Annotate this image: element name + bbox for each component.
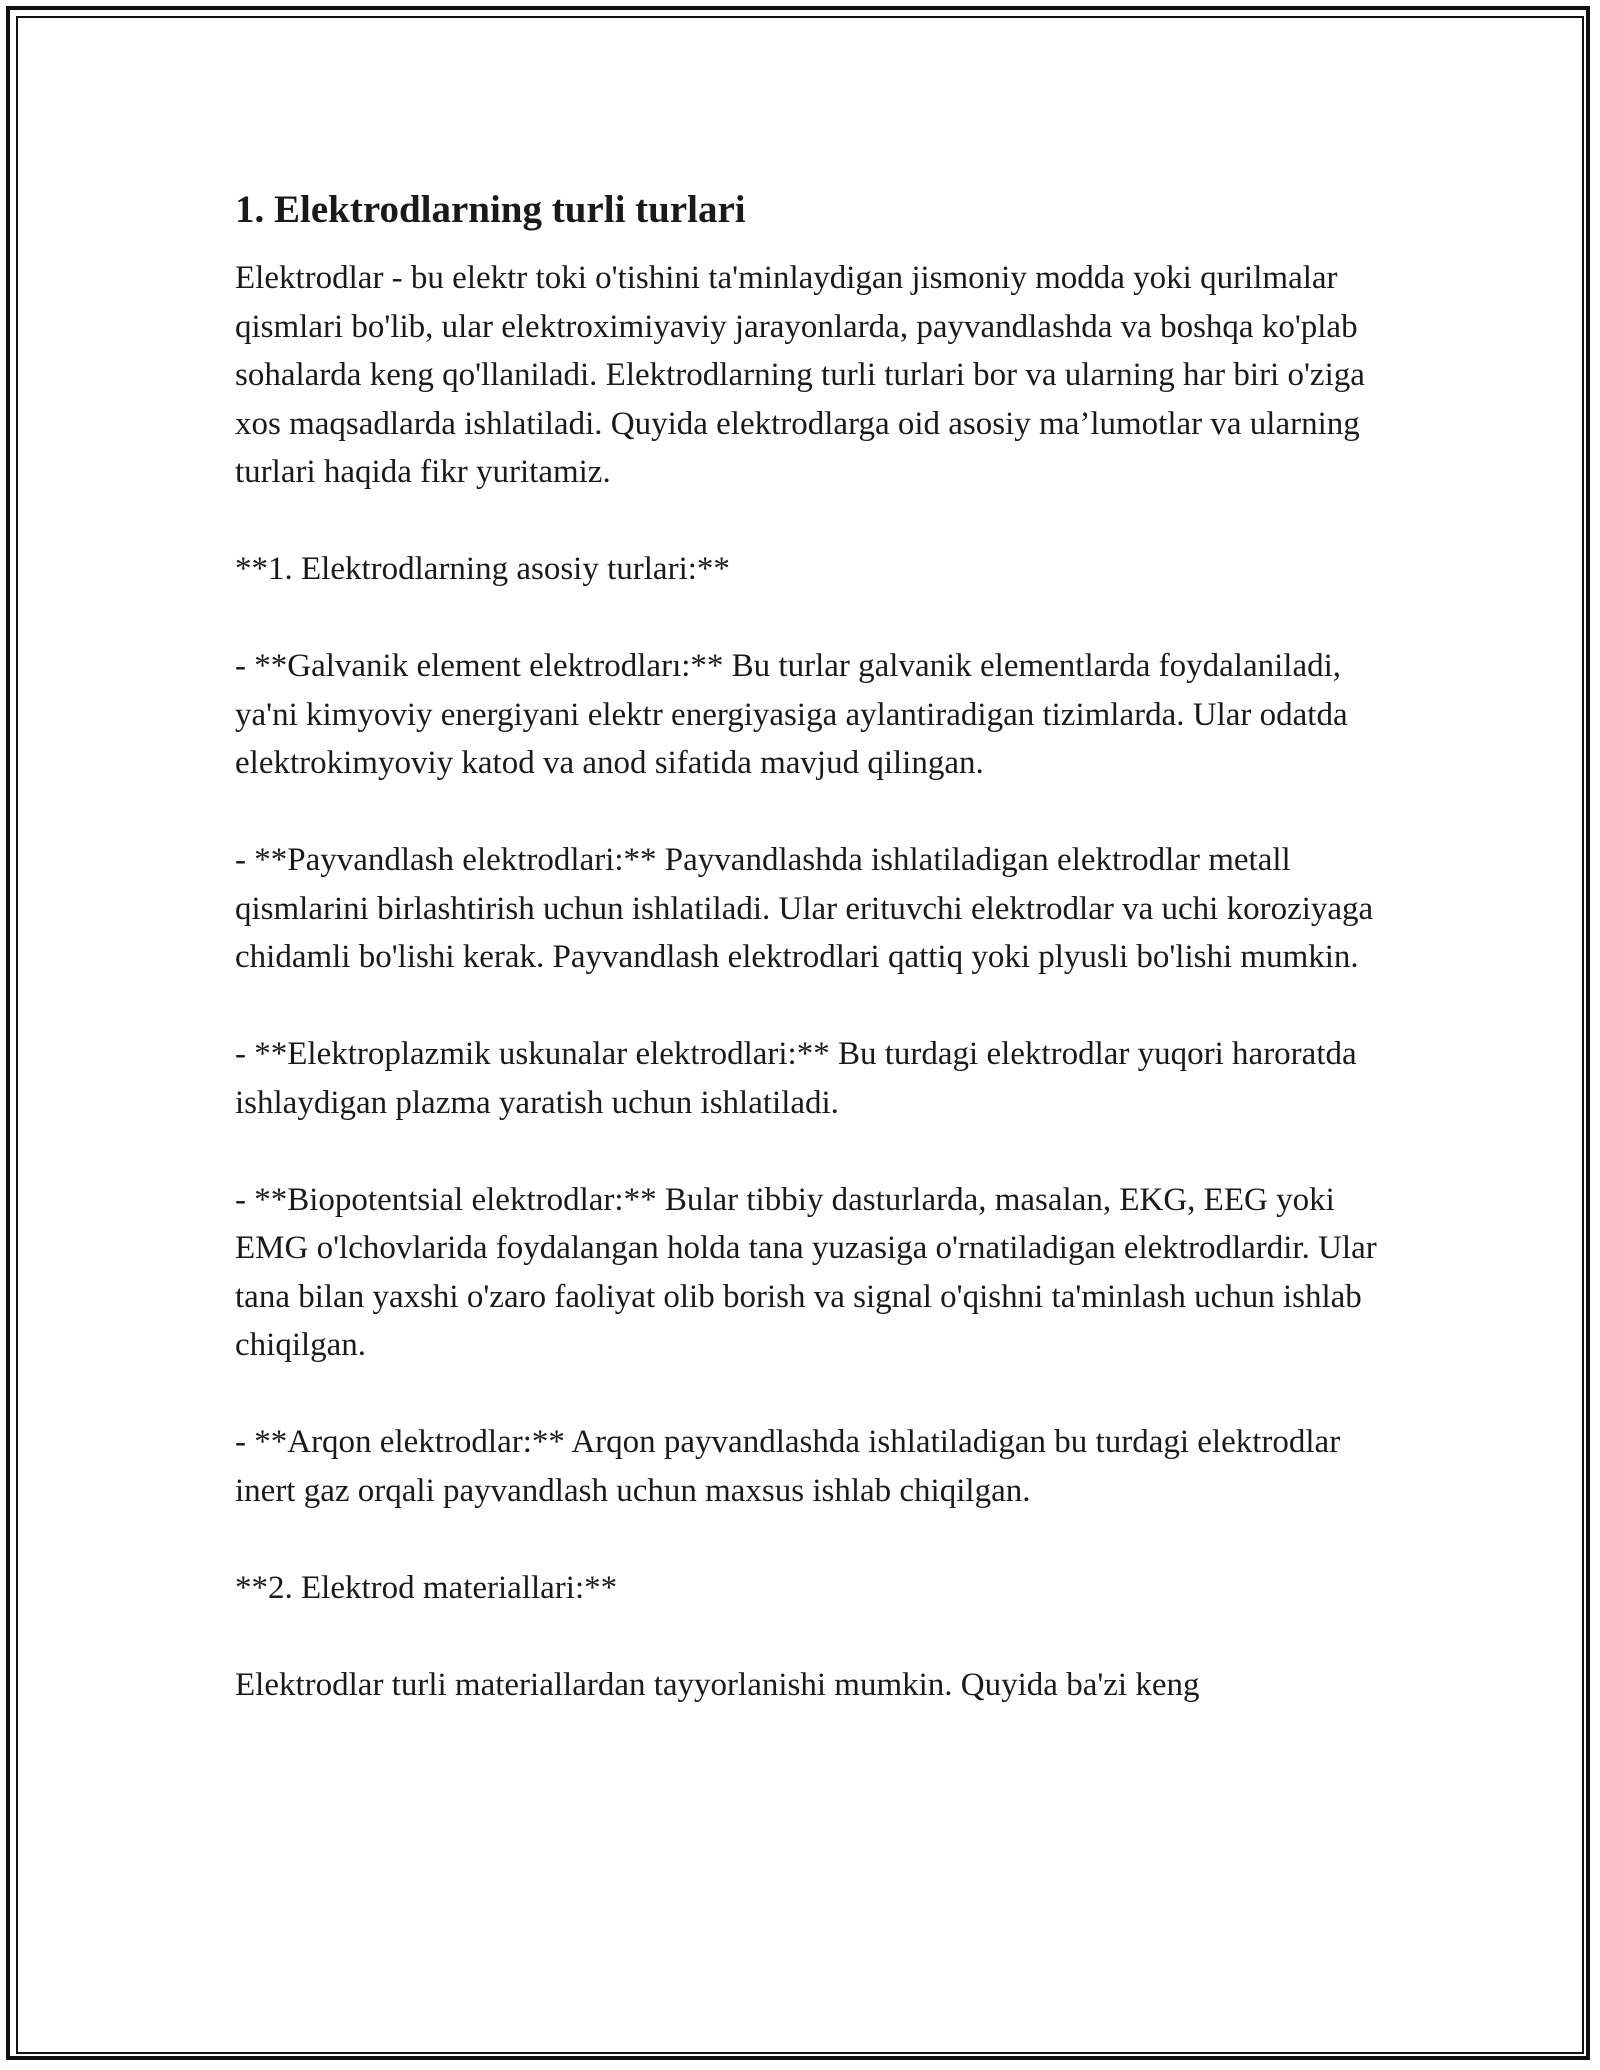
list-item-galvanic: - **Galvanik element elektrodları:** Bu turlar galvanik elementlarda foydalaniladi, ya'ni kimyoviy energiyani elektr energiyasiga aylantiradigan tizimlarda. Ular odatda elektrokimyoviy katod va anod sifatida mavjud qilingan. [235,648,1348,781]
subheading-main-types: **1. Elektrodlarning asosiy turlari:** [235,551,730,587]
list-item-welding: - **Payvandlash elektrodlari:** Payvandlashda ishlatiladigan elektrodlar metall qismlarini birlashtirish uchun ishlatiladi. Ular erituvchi elektrodlar va uchi koroziyaga chidamli bo'lishi kerak. Payvandlash elektrodlari qattiq yoki plyusli bo'lishi mumkin. [235,842,1374,975]
list-item-arc: - **Arqon elektrodlar:** Arqon payvandlashda ishlatiladigan bu turdagi elektrodlar inert gaz orqali payvandlash uchun maxsus ishlab chiqilgan. [235,1424,1341,1509]
document-body [235,186,1385,1709]
materials-paragraph: Elektrodlar turli materiallardan tayyorlanishi mumkin. Quyida ba'zi keng [235,1666,1200,1703]
intro-paragraph: Elektrodlar - bu elektr toki o'tishini ta'minlaydigan jismoniy modda yoki qurilmalar qismlari bo'lib, ular elektroximiyaviy jarayonlarda, payvandlashda va boshqa ko'plab sohalarda keng qo'llaniladi. Elektrodlarning turli turlari bor va ularning har biri o'ziga xos maqsadlarda ishlatiladi. Quyida elektrodlarga oid asosiy ma’lumotlar va ularning turlari haqida fikr yuritamiz. [235,260,1365,490]
section-heading: 1. Elektrodlarning turli turlari [235,188,746,231]
subheading-materials: **2. Elektrod materiallari:** [235,1569,618,1606]
list-item-electroplasma: - **Elektroplazmik uskunalar elektrodlari:** Bu turdagi elektrodlar yuqori haroratda ishlaydigan plazma yaratish uchun ishlatiladi. [235,1036,1357,1121]
list-item-biopotential: - **Biopotentsial elektrodlar:** Bular tibbiy dasturlarda, masalan, EKG, EEG yoki EMG o'lchovlarida foydalangan holda tana yuzasiga o'rnatiladigan elektrodlardir. Ular tana bilan yaxshi o'zaro faoliyat olib borish va signal o'qishni ta'minlash uchun ishlab chiqilgan. [235,1181,1377,1363]
